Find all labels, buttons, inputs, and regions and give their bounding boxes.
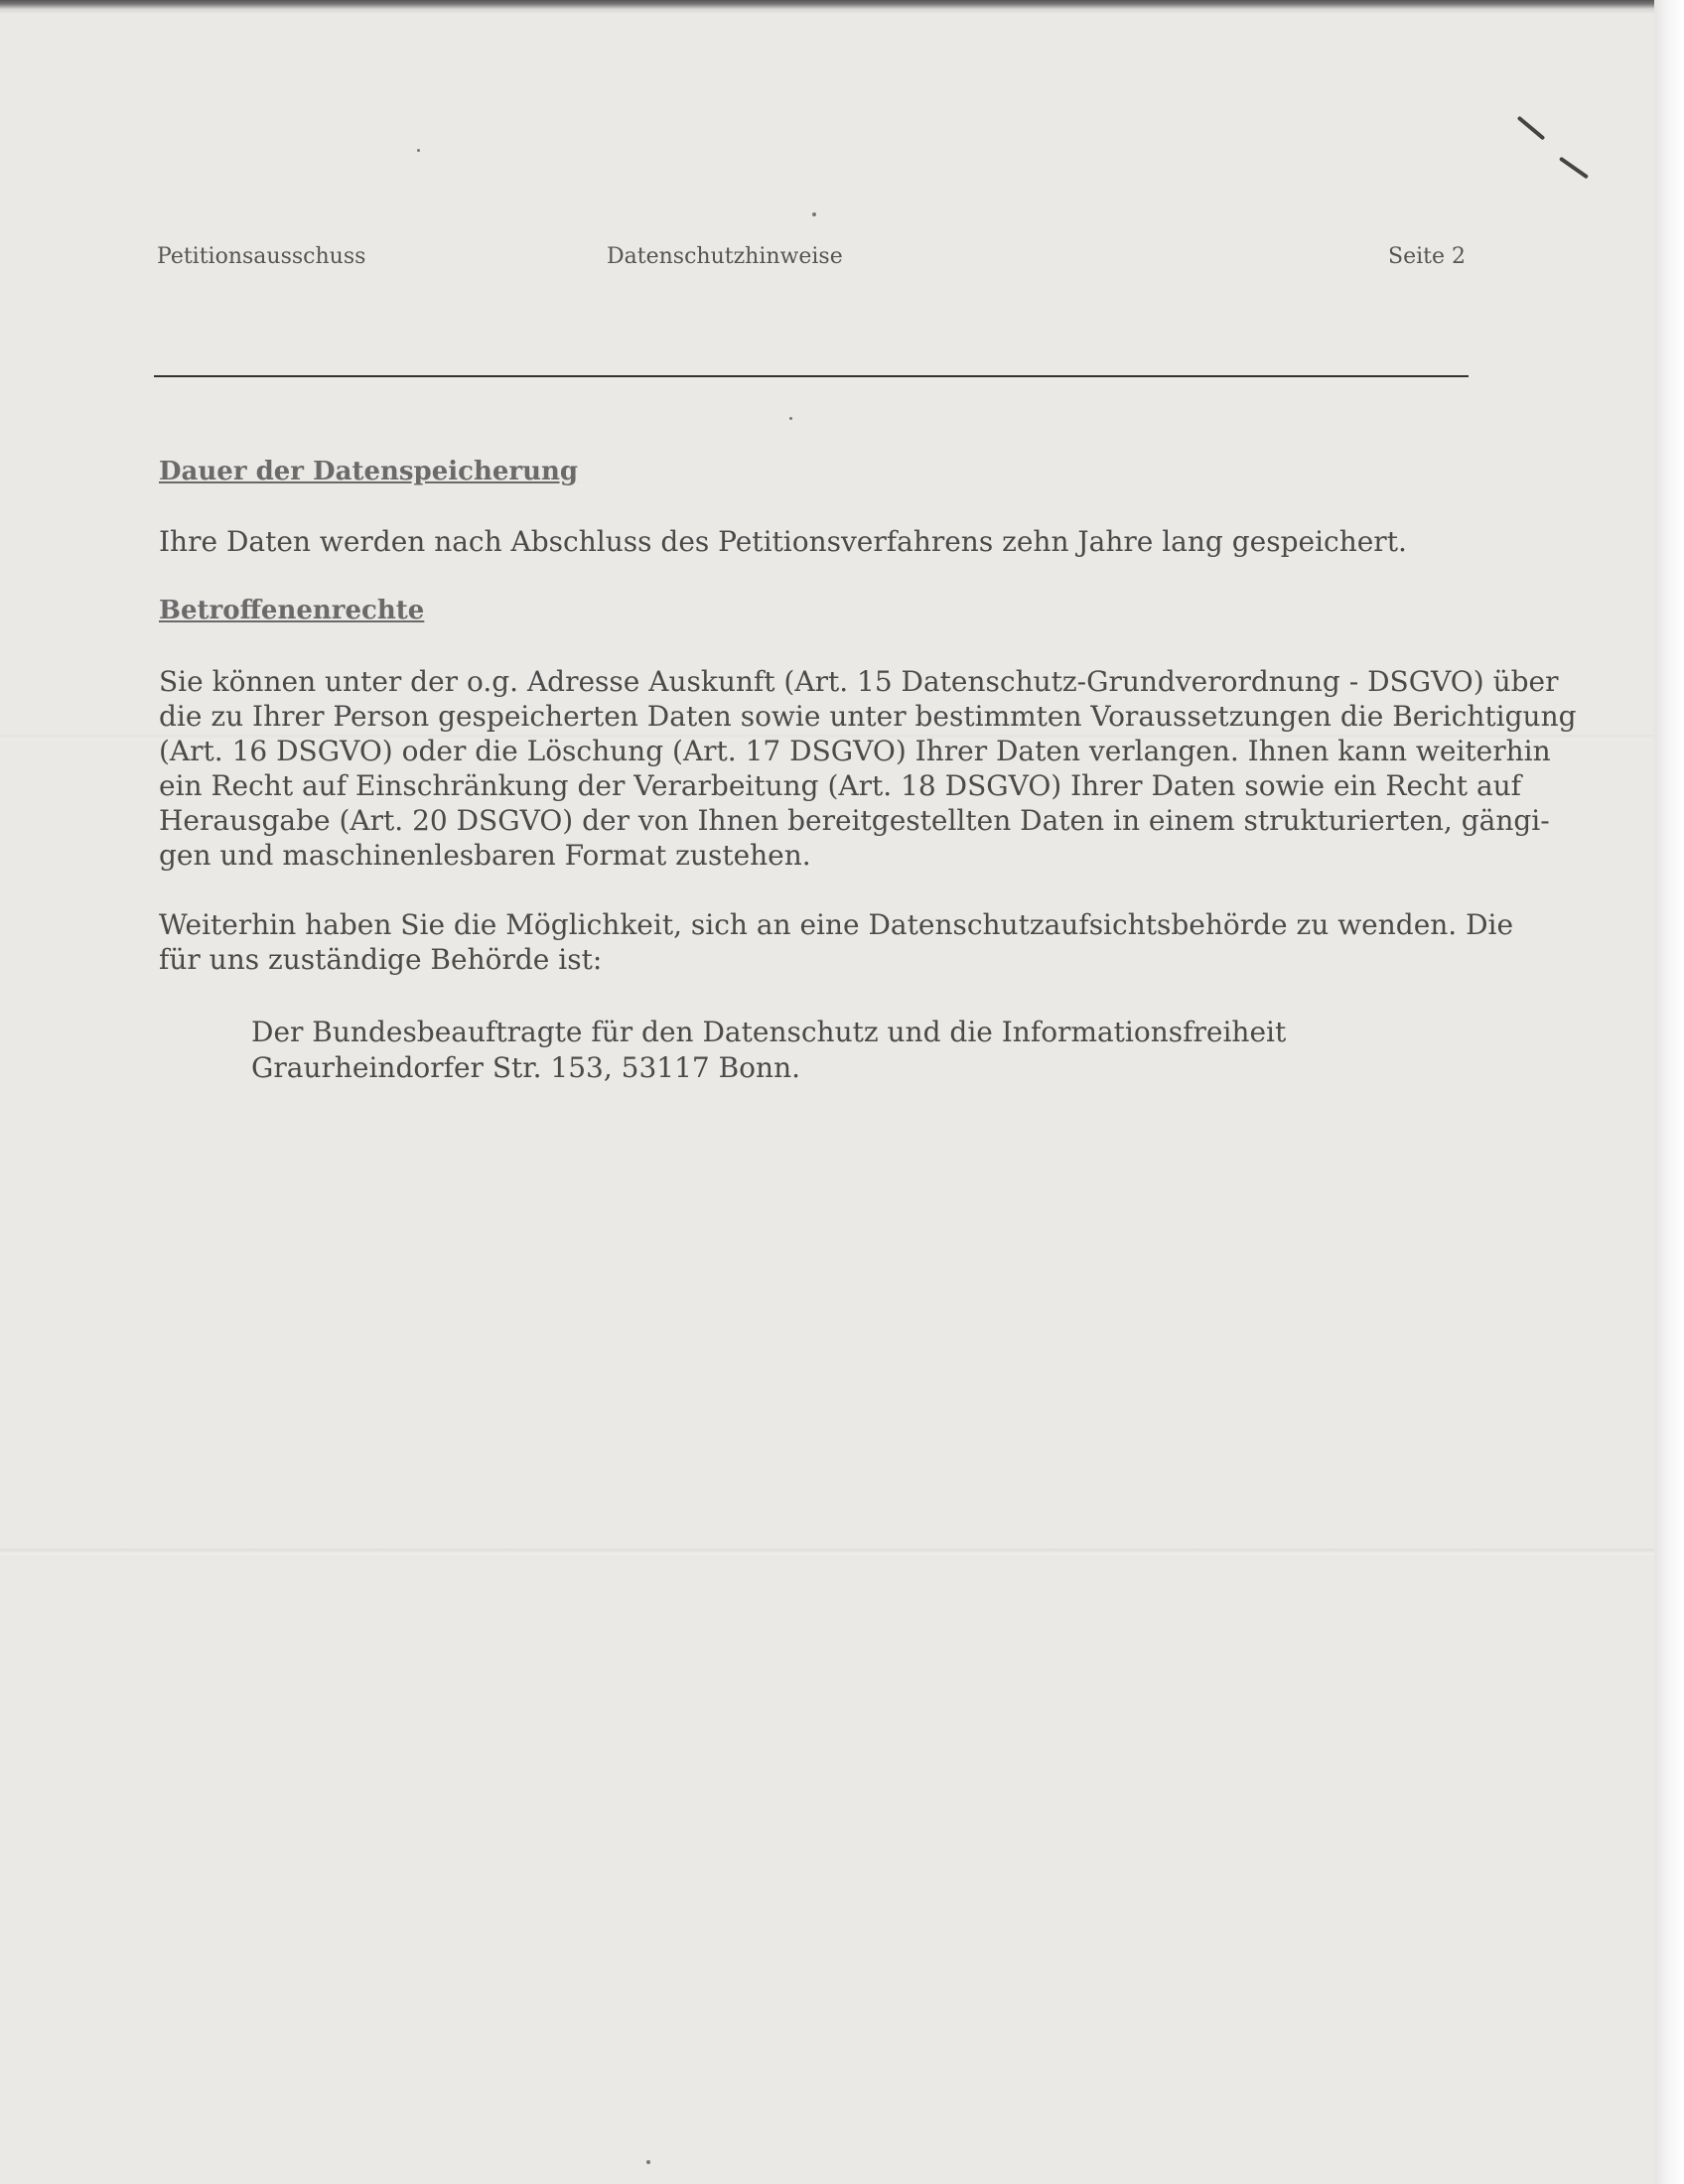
- authority-name: Der Bundesbeauftragte für den Datenschutz und die Informationsfreiheit: [251, 1016, 1287, 1048]
- paper-fold-lower: [0, 1549, 1654, 1555]
- scan-speck: [789, 417, 792, 420]
- text-line: gen und maschinenlesbaren Format zustehen.: [159, 839, 811, 872]
- scan-speck: [417, 149, 420, 152]
- header-divider: [154, 375, 1469, 377]
- scan-speck: [812, 212, 816, 216]
- staple-mark: [1517, 116, 1546, 141]
- paragraph-data-subject-rights: [159, 664, 1577, 873]
- text-line: die zu Ihrer Person gespeicherten Daten sowie unter bestimmten Voraussetzungen die Berichtigung: [159, 700, 1577, 733]
- text-line: Herausgabe (Art. 20 DSGVO) der von Ihnen bereitgestellten Daten in einem strukturierten, gängi-: [159, 804, 1550, 837]
- text-line: Weiterhin haben Sie die Möglichkeit, sich an eine Datenschutzaufsichtsbehörde zu wenden. Die: [159, 908, 1514, 941]
- scan-speck: [646, 2160, 650, 2164]
- paragraph-storage-duration: [159, 524, 1470, 559]
- scan-top-edge: [0, 0, 1684, 14]
- section-heading-data-subject-rights: Betroffenenrechte: [159, 596, 425, 625]
- text-line: Ihre Daten werden nach Abschluss des Petitionsverfahrens zehn Jahre lang gespeichert.: [159, 525, 1407, 558]
- text-line: für uns zuständige Behörde ist:: [159, 943, 603, 976]
- text-line: (Art. 16 DSGVO) oder die Löschung (Art. 17 DSGVO) Ihrer Daten verlangen. Ihnen kann weiterhin: [159, 735, 1551, 767]
- text-line: Sie können unter der o.g. Adresse Auskunft (Art. 15 Datenschutz-Grundverordnung - DSGVO) über: [159, 665, 1559, 698]
- header-document-title: Datenschutzhinweise: [607, 244, 843, 269]
- section-heading-storage-duration: Dauer der Datenspeicherung: [159, 457, 579, 486]
- text-line: ein Recht auf Einschränkung der Verarbeitung (Art. 18 DSGVO) Ihrer Daten sowie ein Recht auf: [159, 769, 1522, 802]
- scan-right-edge: [1654, 0, 1684, 2184]
- authority-street: Graurheindorfer Str. 153, 53117 Bonn.: [251, 1051, 800, 1084]
- header-committee: Petitionsausschuss: [157, 244, 366, 269]
- authority-address: [251, 1015, 1286, 1086]
- header-page-number: Seite 2: [1388, 244, 1466, 269]
- paragraph-supervisory-authority: [159, 907, 1514, 977]
- staple-mark: [1559, 157, 1589, 180]
